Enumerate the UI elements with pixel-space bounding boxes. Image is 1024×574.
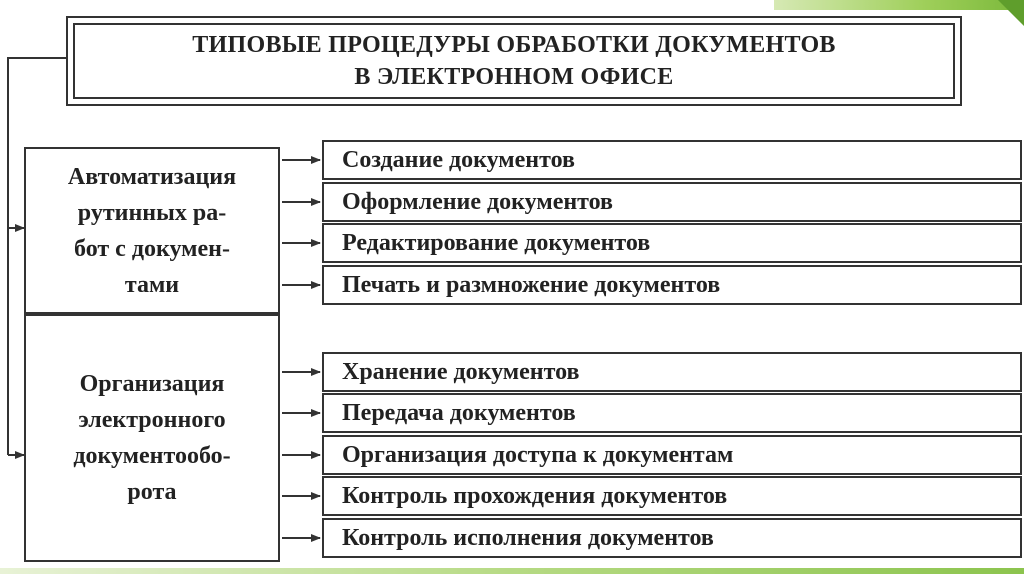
category-label-line: тами [124,271,180,298]
title-line-2: В ЭЛЕКТРОННОМ ОФИСЕ [354,64,674,90]
procedure-item: Создание документов [322,140,1022,180]
category-label-line: бот с докумен- [74,235,230,262]
procedure-item: Организация доступа к документам [322,435,1022,475]
diagram-title [73,23,955,99]
title-line-1: ТИПОВЫЕ ПРОЦЕДУРЫ ОБРАБОТКИ ДОКУМЕНТОВ [192,32,836,58]
diagram-title-box [66,16,962,106]
category-label-line: документообо- [73,443,231,469]
category-label-line: Автоматизация [67,163,237,190]
procedure-item: Оформление документов [322,182,1022,222]
category-label-line: рота [127,479,177,505]
category-label-line: Организация [79,371,225,397]
category-label-line: рутинных ра- [77,199,227,226]
procedure-item: Редактирование документов [322,223,1022,263]
procedure-item: Контроль прохождения документов [322,476,1022,516]
procedure-item: Печать и размножение документов [322,265,1022,305]
procedure-item: Передача документов [322,393,1022,433]
category-automation [24,147,280,314]
procedure-item: Контроль исполнения документов [322,518,1022,558]
procedure-item: Хранение документов [322,352,1022,392]
category-edm-organization [24,314,280,562]
category-label-line: электронного [78,407,226,433]
